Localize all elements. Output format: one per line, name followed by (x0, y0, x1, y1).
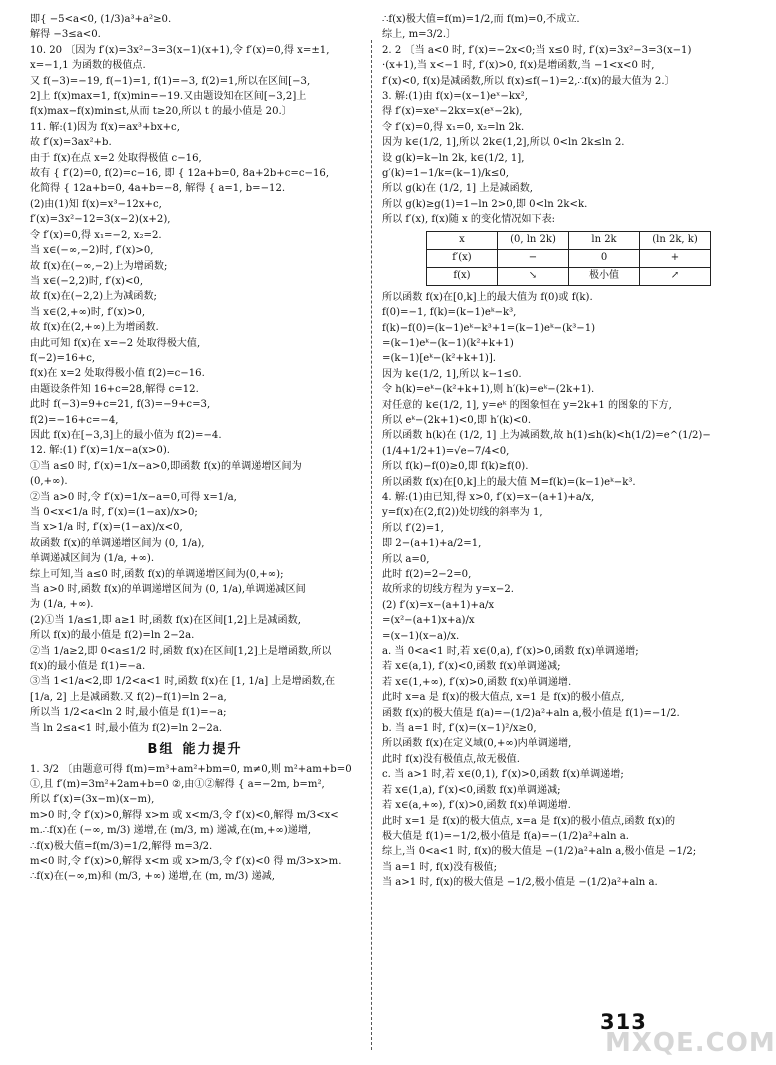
text-line: f(2)=−16+c=−4, (30, 414, 119, 426)
text-line: 此时 x=1 是 f(x)的极大值点, x=a 是 f(x)的极小值点,函数 f(x)的 (382, 815, 676, 827)
left-section-lines (30, 762, 360, 885)
text-line: 所以 eᵏ−(2k+1)<0,即 h′(k)<0. (382, 414, 532, 426)
text-line: 故有 { f′(2)=0, f(2)=c−16, 即 { 12a+b=0, 8a+2b+c=c−16, (30, 168, 330, 180)
text-line: =(k−1)eᵏ−(k−1)(k²+k+1) (382, 337, 514, 349)
text-line: 当 ln 2≤a<1 时,最小值为 f(2)=ln 2−2a. (30, 722, 223, 734)
text-line: 即 2−(a+1)+a/2=1, (382, 538, 482, 550)
text-line: (2)①当 1/a≤1,即 a≥1 时,函数 f(x)在区间[1,2]上是减函数, (30, 614, 301, 626)
text-line: 因为 k∈(1/2, 1],所以 2k∈(1,2],所以 0<ln 2k≤ln 2. (382, 137, 625, 149)
text-line: 综上,当 0<a<1 时, f(x)的极大值是 −(1/2)a²+aln a,极小值是 −1/2; (382, 846, 697, 858)
table-row (427, 267, 711, 285)
text-line: 当 a=1 时, f(x)没有极值; (382, 861, 497, 873)
text-line: m.∴f(x)在 (−∞, m/3) 递增,在 (m/3, m) 递减,在(m,+∞)递增, (30, 825, 312, 837)
text-line: 令 h(k)=eᵏ−(k²+k+1),则 h′(k)=eᵏ−(2k+1). (382, 384, 595, 396)
text-line: 当 x∈(−∞,−2)时, f′(x)>0, (30, 245, 154, 257)
text-line: 3. 解:(1)由 f(x)=(x−1)eˣ−kx², (382, 91, 528, 103)
text-line: 若 x∈(a,1), f′(x)<0,函数 f(x)单调递减; (382, 661, 561, 673)
text-line: 若 x∈(1,a), f′(x)<0,函数 f(x)单调递减; (382, 784, 561, 796)
text-line: (2)由(1)知 f(x)=x³−12x+c, (30, 198, 162, 210)
text-line: 所以 f(x)的最小值是 f(2)=ln 2−2a. (30, 630, 195, 642)
text-line: 此时 f(x)没有极值点,故无极值. (382, 753, 520, 765)
text-line: 若 x∈(1,+∞), f′(x)>0,函数 f(x)单调递增. (382, 676, 572, 688)
text-line: f(x)max−f(x)min≤t,从而 t≥20,所以 t 的最小值是 20.〕 (30, 106, 292, 118)
text-line: 此时 f(2)=2−2=0, (382, 569, 472, 580)
table-header-cell: (ln 2k, k) (640, 231, 711, 249)
text-line: 所以 g(k)≥g(1)=1−ln 2>0,即 0<ln 2k<k. (382, 198, 588, 210)
page-number: 313 (600, 1010, 647, 1034)
text-line: 函数 f(x)的极大值是 f(a)=−(1/2)a²+aln a,极小值是 f(1)=−1/2. (382, 707, 680, 719)
text-line: 为 (1/a, +∞). (30, 599, 94, 611)
left-column (30, 12, 360, 885)
text-line: f(x)的最小值是 f(1)=−a. (30, 661, 146, 673)
text-line: 由题设条件知 16+c=28,解得 c=12. (30, 383, 199, 395)
text-line: 由此可知 f(x)在 x=−2 处取得极大值, (30, 337, 201, 349)
text-line: b. 当 a=1 时, f′(x)=(x−1)²/x≥0, (382, 723, 537, 735)
text-line: g′(k)=1−1/k=(k−1)/k≤0, (382, 168, 509, 180)
table-cell: ↗ (640, 267, 711, 285)
text-line: 若 x∈(a,+∞), f′(x)>0,函数 f(x)单调递增. (382, 800, 571, 812)
text-line: 所以 f(k)−f(0)≥0,即 f(k)≥f(0). (382, 461, 529, 473)
text-line: ∴f(x)极大值=f(m/3)=1/2,解得 m=3/2. (30, 840, 213, 852)
text-line: 又 f(−3)=−19, f(−1)=1, f(1)=−3, f(2)=1,所以在区间[−3, (30, 75, 311, 87)
table-header-row (427, 231, 711, 249)
text-line: 2]上 f(x)max=1, f(x)min=−19.又由题设知在区间[−3,2]上 (30, 91, 307, 103)
text-line: 极大值是 f(1)=−1/2,极小值是 f(a)=−(1/2)a²+aln a. (382, 830, 629, 842)
text-line: 1. 3/2 〔由题意可得 f(m)=m³+am²+bm=0, m≠0,则 m²+am+b=0 (30, 763, 352, 775)
table-cell: + (640, 249, 711, 267)
table-row (427, 249, 711, 267)
text-line: 11. 解:(1)因为 f(x)=ax³+bx+c, (30, 121, 180, 133)
text-line: ②当 1/a≥2,即 0<a≤1/2 时,函数 f(x)在区间[1,2]上是增函数,所以 (30, 645, 332, 657)
text-line: 所以函数 f(x)在[0,k]上的最大值 M=f(k)=(k−1)eᵏ−k³. (382, 476, 636, 488)
right-solution-lines (382, 12, 720, 228)
text-line: 故函数 f(x)的单调递增区间为 (0, 1/a), (30, 537, 205, 549)
text-line: 所以 g(k)在 (1/2, 1] 上是减函数, (382, 183, 533, 195)
text-line: 所以当 1/2<a<ln 2 时,最小值是 f(1)=−a; (30, 707, 227, 719)
text-line: 此时 f(−3)=9+c=21, f(3)=−9+c=3, (30, 399, 211, 411)
text-line: 令 f′(x)=0,得 x₁=0, x₂=ln 2k. (382, 121, 525, 133)
text-line: 此时 x=a 是 f(x)的极大值点, x=1 是 f(x)的极小值点, (382, 692, 625, 704)
text-line: ③当 1<1/a<2,即 1/2<a<1 时,函数 f(x)在 [1, 1/a] 上是增函数,在 (30, 676, 336, 688)
text-line: f(x)在 x=2 处取得极小值 f(2)=c−16. (30, 368, 205, 380)
table-cell: ↘ (498, 267, 569, 285)
text-line: ①,且 f′(m)=3m²+2am+b=0 ②,由①②解得 { a=−2m, b=m², (30, 778, 325, 790)
text-line: ①当 a≤0 时, f′(x)=1/x−a>0,即函数 f(x)的单调递增区间为 (30, 460, 302, 472)
text-line: 当 a>0 时,函数 f(x)的单调递增区间为 (0, 1/a),单调递减区间 (30, 584, 306, 596)
table-cell: f(x) (427, 267, 498, 285)
text-line: 对任意的 k∈(1/2, 1], y=eᵏ 的图象恒在 y=2k+1 的图象的下方, (382, 399, 672, 411)
text-line: m>0 时,令 f′(x)>0,解得 x>m 或 x<m/3,令 f′(x)<0,解得 m/3<x< (30, 809, 339, 821)
text-line: x=−1,1 为函数的极值点. (30, 60, 146, 72)
text-line: 故 f(x)在(2,+∞)上为增函数. (30, 322, 159, 334)
table-header-cell: x (427, 231, 498, 249)
text-line: [1/a, 2] 上是减函数.又 f(2)−f(1)=ln 2−a, (30, 691, 227, 703)
text-line: 所以函数 f(x)在[0,k]上的最大值为 f(0)或 f(k). (382, 291, 593, 303)
text-line: 所以 f′(x), f(x)随 x 的变化情况如下表: (382, 214, 556, 226)
text-line: (0,+∞). (30, 476, 68, 488)
text-line: 所以函数 h(k)在 (1/2, 1] 上为减函数,故 h(1)≤h(k)<h(1/2)=e^(1/2)− (382, 430, 711, 442)
text-line: (2) f′(x)=x−(a+1)+a/x (382, 599, 495, 611)
text-line: 由于 f(x)在点 x=2 处取得极值 c−16, (30, 152, 202, 164)
section-heading (30, 742, 360, 757)
text-line: 单调递减区间为 (1/a, +∞). (30, 553, 155, 565)
text-line: =(k−1)[eᵏ−(k²+k+1)]. (382, 353, 497, 365)
text-line: y=f(x)在(2,f(2))处切线的斜率为 1, (382, 507, 543, 519)
right-column (382, 12, 720, 891)
text-line: 12. 解:(1) f′(x)=1/x−a(x>0). (30, 445, 170, 457)
text-line: 因为 k∈(1/2, 1],所以 k−1≤0. (382, 368, 522, 380)
text-line: 故 f(x)在(−∞,−2)上为增函数; (30, 260, 168, 272)
column-divider (371, 40, 372, 1050)
text-line: =(x²−(a+1)x+a)/x (382, 615, 475, 627)
text-line: 所以 f′(2)=1, (382, 522, 444, 534)
watermark-logo: MXQE.COM (605, 1028, 776, 1058)
text-line: f′(x)<0, f(x)是减函数,所以 f(x)≤f(−1)=2,∴f(x)的最大值为 2.〕 (382, 75, 675, 87)
table-header-cell: ln 2k (569, 231, 640, 249)
text-line: 因此 f(x)在[−3,3]上的最小值为 f(2)=−4. (30, 429, 222, 441)
text-line: 所以 f′(x)=(3x−m)(x−m), (30, 794, 155, 806)
text-line: 故所求的切线方程为 y=x−2. (382, 584, 514, 596)
text-line: 4. 解:(1)由已知,得 x>0, f′(x)=x−(a+1)+a/x, (382, 491, 595, 503)
text-line: 故 f(x)在(−2,2)上为减函数; (30, 291, 157, 303)
right-solution-lines-continued (382, 290, 720, 891)
text-line: ∴f(x)在(−∞,m)和 (m/3, +∞) 递增,在 (m, m/3) 递减, (30, 871, 275, 883)
text-line: 当 a>1 时, f(x)的极大值是 −1/2,极小值是 −(1/2)a²+aln a. (382, 877, 658, 889)
text-line: f(0)=−1, f(k)=(k−1)eᵏ−k³, (382, 307, 517, 319)
text-line: 即{ −5<a<0, (1/3)a³+a²≥0. (30, 14, 172, 25)
section-group-label: B组 (147, 742, 175, 758)
text-line: 解得 −3≤a<0. (30, 29, 101, 41)
table-cell: 极小值 (569, 267, 640, 285)
text-line: 10. 20 〔因为 f′(x)=3x²−3=3(x−1)(x+1),令 f′(x)=0,得 x=±1, (30, 44, 330, 56)
text-line: 化简得 { 12a+b=0, 4a+b=−8, 解得 { a=1, b=−12. (30, 183, 286, 195)
text-line: c. 当 a>1 时,若 x∈(0,1), f′(x)>0,函数 f(x)单调递增; (382, 769, 624, 781)
text-line: (1/4+1/2+1)=√e−7/4<0, (382, 445, 510, 457)
text-line: f′(x)=3x²−12=3(x−2)(x+2), (30, 214, 171, 226)
text-line: f(k)−f(0)=(k−1)eᵏ−k³+1=(k−1)eᵏ−(k³−1) (382, 322, 596, 334)
text-line: 当 x∈(−2,2)时, f′(x)<0, (30, 275, 144, 287)
text-line: 所以 a=0, (382, 553, 430, 565)
text-line: 所以函数 f(x)在定义域(0,+∞)内单调递增, (382, 738, 572, 750)
text-line: =(x−1)(x−a)/x. (382, 630, 460, 642)
table-header-cell: (0, ln 2k) (498, 231, 569, 249)
text-line: a. 当 0<a<1 时,若 x∈(0,a), f′(x)>0,函数 f(x)单调递增; (382, 646, 639, 658)
text-line: f(−2)=16+c, (30, 352, 96, 364)
text-line: 综上可知,当 a≤0 时,函数 f(x)的单调递增区间为(0,+∞); (30, 568, 284, 580)
text-line: 当 x>1/a 时, f′(x)=(1−ax)/x<0, (30, 522, 183, 534)
left-solution-lines (30, 12, 360, 736)
text-line: 当 x∈(2,+∞)时, f′(x)>0, (30, 306, 146, 318)
text-line: ∴f(x)极大值=f(m)=1/2,而 f(m)=0,不成立. (382, 14, 580, 25)
text-line: ②当 a>0 时,令 f′(x)=1/x−a=0,可得 x=1/a, (30, 491, 237, 503)
text-line: 2. 2 〔当 a<0 时, f′(x)=−2x<0;当 x≤0 时, f′(x)=3x²−3=3(x−1) (382, 44, 692, 56)
table-cell: − (498, 249, 569, 267)
text-line: 令 f′(x)=0,得 x₁=−2, x₂=2. (30, 229, 162, 241)
text-line: 综上, m=3/2.〕 (382, 29, 457, 41)
text-line: 设 g(k)=k−ln 2k, k∈(1/2, 1], (382, 152, 525, 164)
text-line: 当 0<x<1/a 时, f′(x)=(1−ax)/x>0; (30, 507, 198, 518)
text-line: ·(x+1),当 x<−1 时, f′(x)>0, f(x)是增函数,当 −1<x<0 时, (382, 60, 655, 72)
section-title: 能力提升 (182, 742, 243, 758)
text-line: m<0 时,令 f′(x)>0,解得 x<m 或 x>m/3,令 f′(x)<0 得 m/3>x>m. (30, 855, 342, 867)
text-line: 得 f′(x)=xeˣ−2kx=x(eˣ−2k), (382, 106, 523, 118)
text-line: 故 f′(x)=3ax²+b. (30, 137, 112, 149)
table-cell: f′(x) (427, 249, 498, 267)
table-cell: 0 (569, 249, 640, 267)
variation-table (426, 231, 711, 286)
